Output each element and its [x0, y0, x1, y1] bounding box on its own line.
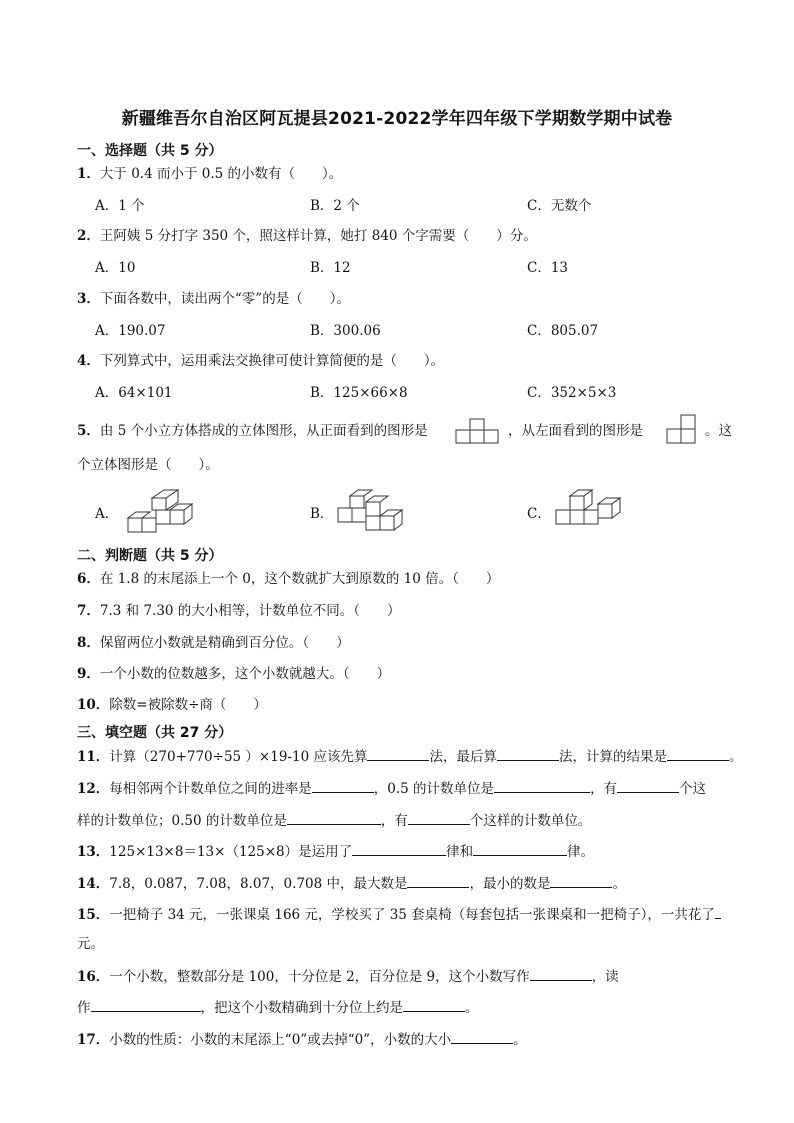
question-number: 17． [77, 1032, 110, 1048]
question-text: 。 [465, 1000, 479, 1016]
question-5-part4: 个立体图形是（ ）。 [77, 457, 219, 473]
question-16 [77, 966, 619, 987]
question-text: 7.3 和 7.30 的大小相等，计数单位不同。（ ） [99, 603, 401, 619]
question-12 [77, 778, 706, 799]
answer-blank[interactable] [451, 1029, 513, 1044]
question-16-line2 [77, 997, 479, 1018]
question-number: 13． [77, 844, 110, 860]
left-view-figure [666, 414, 698, 444]
question-number: 5． [77, 423, 100, 439]
question-11 [77, 746, 742, 767]
q1-option-c: C．无数个 [527, 198, 592, 214]
question-15-line2: 元。 [77, 936, 104, 952]
answer-blank[interactable] [473, 841, 567, 856]
question-number: 1． [77, 166, 100, 182]
question-6 [77, 569, 499, 589]
question-text: 小数的性质：小数的末尾添上“0”或去掉“0”，小数的大小 [109, 1032, 452, 1048]
answer-blank[interactable] [617, 778, 679, 793]
question-text: 一把椅子 34 元，一张课桌 166 元，学校买了 35 套桌椅（每套包括一张课桌和一把椅子），一共花了 [109, 907, 715, 923]
question-17 [77, 1029, 527, 1050]
question-text: 作 [77, 1000, 91, 1016]
question-text: ，最小的数是 [469, 876, 551, 892]
question-number: 12． [77, 781, 110, 797]
question-number: 11． [77, 749, 110, 765]
question-text: 下面各数中，读出两个“零”的是（ ）。 [99, 291, 350, 307]
question-number: 3． [77, 291, 100, 307]
q2-option-c: C．13 [527, 260, 569, 276]
q1-option-b: B．2 个 [310, 198, 360, 214]
question-3 [77, 289, 350, 309]
question-text: 7.8，0.087，7.08，8.07，0.708 中，最大数是 [109, 876, 408, 892]
section-heading-fill: 三、填空题（共 27 分） [77, 725, 233, 741]
question-text: ，有 [590, 781, 618, 797]
q5-option-a: A． [95, 506, 119, 522]
question-number: 14． [77, 876, 110, 892]
answer-blank[interactable] [497, 746, 559, 761]
q5-option-c-figure [554, 488, 630, 532]
question-1 [77, 164, 342, 184]
q5-option-b: B． [310, 506, 334, 522]
question-text-part1: 由 5 个小立方体搭成的立体图形，从正面看到的图形是 [99, 423, 428, 439]
question-15 [77, 904, 721, 925]
question-number: 15． [77, 907, 110, 923]
question-number: 10． [77, 697, 110, 713]
answer-blank[interactable] [352, 841, 446, 856]
answer-blank[interactable] [312, 778, 374, 793]
question-text: ，读 [591, 969, 619, 985]
question-text: 125×13×8＝13×（125×8）是运用了 [109, 844, 353, 860]
question-4 [77, 351, 444, 371]
question-number: 2． [77, 228, 100, 244]
question-number: 7． [77, 603, 100, 619]
question-number: 9． [77, 666, 100, 682]
question-5-part2: ，从左面看到的图形是 [508, 423, 643, 439]
answer-blank[interactable] [715, 904, 721, 919]
answer-blank[interactable] [494, 778, 590, 793]
question-text: 律。 [567, 844, 595, 860]
question-text: 个这样的计数单位。 [469, 813, 592, 829]
answer-blank[interactable] [550, 873, 612, 888]
question-text: 每相邻两个计数单位之间的进率是 [109, 781, 312, 797]
question-13 [77, 841, 594, 862]
question-14 [77, 873, 626, 894]
front-view-figure [455, 418, 501, 444]
q3-option-b: B．300.06 [310, 323, 381, 339]
question-5-part3: 。这 [705, 423, 732, 439]
question-text: 除数=被除数÷商（ ） [109, 697, 267, 713]
question-text: 法，最后算 [429, 749, 497, 765]
question-text: 在 1.8 的末尾添上一个 0，这个数就扩大到原数的 10 倍。（ ） [99, 571, 500, 587]
question-10 [77, 695, 267, 715]
question-number: 4． [77, 353, 100, 369]
q2-option-a: A．10 [95, 260, 136, 276]
q3-option-a: A．190.07 [95, 323, 166, 339]
q1-option-a: A．1 个 [95, 198, 145, 214]
question-number: 16． [77, 969, 110, 985]
answer-blank[interactable] [287, 810, 381, 825]
question-8 [77, 633, 350, 653]
answer-blank[interactable] [667, 746, 729, 761]
answer-blank[interactable] [407, 873, 469, 888]
question-text: 一个小数，整数部分是 100，十分位是 2，百分位是 9，这个小数写作 [109, 969, 530, 985]
q2-option-b: B．12 [310, 260, 351, 276]
question-text: 。 [612, 876, 626, 892]
question-text: ，有 [380, 813, 408, 829]
question-text: 大于 0.4 而小于 0.5 的小数有（ ）。 [99, 166, 343, 182]
answer-blank[interactable] [408, 810, 470, 825]
question-text: 法，计算的结果是 [558, 749, 667, 765]
question-text: 样的计数单位；0.50 的计数单位是 [77, 813, 287, 829]
question-text: 律和 [446, 844, 474, 860]
question-7 [77, 601, 401, 621]
answer-blank[interactable] [530, 966, 592, 981]
question-text: 个这 [679, 781, 707, 797]
q5-option-b-figure [336, 488, 412, 534]
question-text: 一个小数的位数越多，这个小数就越大。（ ） [99, 666, 391, 682]
q5-option-a-figure [122, 488, 202, 536]
question-text: 。 [728, 749, 743, 765]
question-number: 8． [77, 635, 100, 651]
page-title: 新疆维吾尔自治区阿瓦提县2021-2022学年四年级下学期数学期中试卷 [121, 109, 673, 129]
question-number: 6． [77, 571, 100, 587]
question-text: ，把这个小数精确到十分位上约是 [200, 1000, 403, 1016]
question-text: 计算（270+770÷55 ）×19-10 应该先算 [109, 749, 368, 765]
question-2 [77, 226, 537, 246]
q3-option-c: C．805.07 [527, 323, 599, 339]
question-9 [77, 664, 390, 684]
question-text: ，0.5 的计数单位是 [373, 781, 495, 797]
q5-option-c: C． [527, 506, 551, 522]
q4-option-c: C．352×5×3 [527, 385, 617, 401]
answer-blank[interactable] [367, 746, 429, 761]
question-text: 下列算式中，运用乘法交换律可使计算简便的是（ ）。 [99, 353, 445, 369]
question-text: 。 [513, 1032, 527, 1048]
q4-option-b: B．125×66×8 [310, 385, 408, 401]
question-5 [77, 421, 428, 441]
q4-option-a: A．64×101 [95, 385, 173, 401]
question-12-line2 [77, 810, 591, 831]
question-text: 王阿姨 5 分打字 350 个，照这样计算，她打 840 个字需要（ ）分。 [99, 228, 537, 244]
section-heading-judge: 二、判断题（共 5 分） [77, 548, 223, 564]
answer-blank[interactable] [403, 997, 465, 1012]
section-heading-choice: 一、选择题（共 5 分） [77, 143, 223, 159]
answer-blank[interactable] [91, 997, 201, 1012]
question-text: 保留两位小数就是精确到百分位。（ ） [99, 635, 350, 651]
